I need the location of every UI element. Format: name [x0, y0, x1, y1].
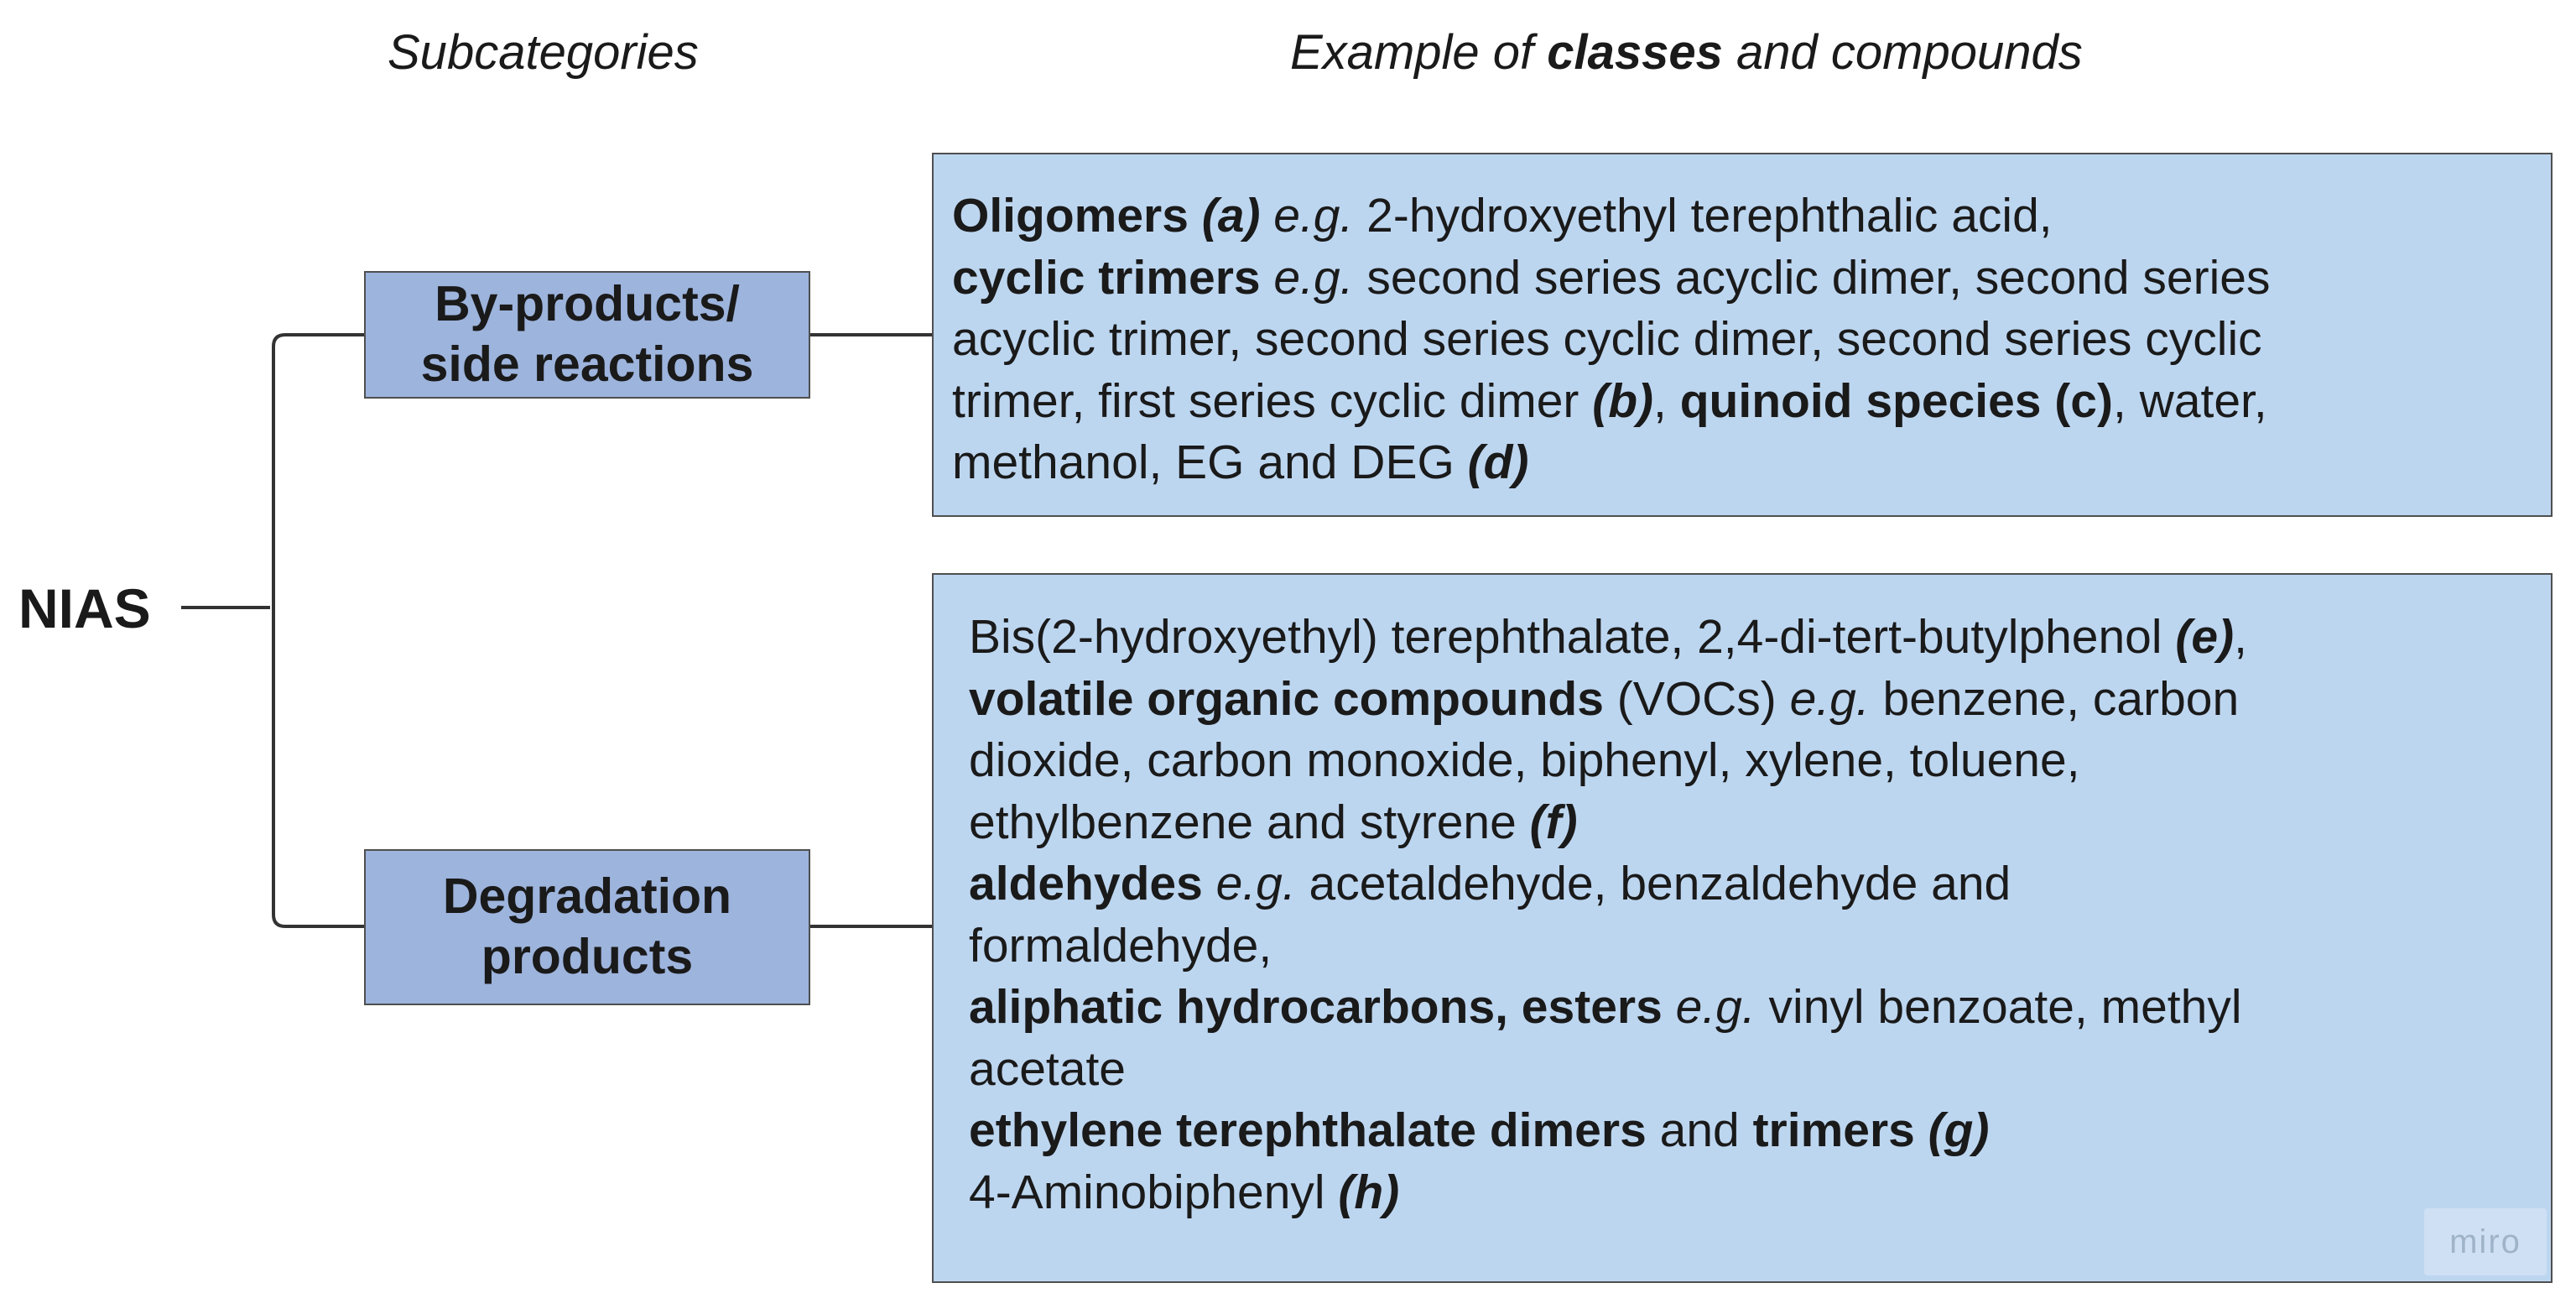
- subcategories-header: Subcategories: [388, 25, 699, 80]
- text-regular: methanol, EG and DEG: [952, 435, 1468, 489]
- example-line: [969, 792, 2551, 854]
- text-regular: 4-Aminobiphenyl: [969, 1165, 1339, 1219]
- subcategory-label-line: By-products/: [435, 276, 740, 332]
- text-bold: Oligomers: [952, 189, 1189, 243]
- example-line: [969, 1100, 2551, 1162]
- miro-watermark: miro: [2424, 1208, 2547, 1275]
- text-bold: trimers: [1752, 1103, 1915, 1157]
- text-bold: quinoid species (c): [1679, 373, 2113, 428]
- text-bold: cyclic trimers: [952, 250, 1261, 305]
- subcategory-label-line: side reactions: [420, 336, 754, 392]
- text-bold-italic: (a): [1188, 189, 1261, 243]
- subcategory-by-products: [364, 271, 810, 399]
- text-italic: e.g.: [1789, 671, 1870, 726]
- text-regular: benzene, carbon: [1869, 671, 2240, 726]
- root-node-nias: NIAS: [18, 577, 151, 639]
- text-italic: e.g.: [1662, 980, 1756, 1034]
- text-regular: vinyl benzoate, methyl: [1755, 980, 2242, 1034]
- examples-box-degradation-products: [932, 573, 2553, 1283]
- text-bold-italic: (b): [1592, 373, 1654, 428]
- example-line: [969, 1162, 2551, 1224]
- text-bold: aliphatic hydrocarbons, esters: [969, 980, 1663, 1034]
- text-bold-italic: (f): [1529, 795, 1578, 849]
- example-line: [952, 371, 2551, 433]
- text-regular: Bis(2-hydroxyethyl) terephthalate, 2,4-di-tert-butylphenol: [969, 610, 2176, 664]
- text-regular: (VOCs): [1603, 671, 1790, 726]
- example-line: formaldehyde,: [969, 918, 1272, 973]
- text-italic: e.g.: [1202, 857, 1296, 910]
- example-line: dioxide, carbon monoxide, biphenyl, xylene, toluene,: [969, 733, 2080, 787]
- example-line: [969, 977, 2551, 1039]
- text-bold: ethylene terephthalate dimers: [969, 1103, 1647, 1157]
- examples-box-by-products: [932, 153, 2553, 517]
- subcategory-label-line: products: [481, 929, 694, 984]
- bracket-connector: [273, 335, 364, 926]
- text-bold-italic: (h): [1338, 1165, 1400, 1219]
- text-regular: second series acyclic dimer, second series: [1353, 250, 2271, 305]
- example-line: [952, 432, 2551, 494]
- examples-header-post: and compounds: [1722, 25, 2083, 80]
- example-line: [952, 248, 2551, 310]
- example-line: [969, 853, 2551, 915]
- example-line: [952, 185, 2551, 248]
- text-regular: and: [1646, 1103, 1753, 1157]
- example-line: acetate: [969, 1041, 1126, 1096]
- text-regular: acetaldehyde, benzaldehyde and: [1295, 857, 2011, 910]
- text-bold-italic: (g): [1914, 1103, 1990, 1157]
- text-italic: e.g.: [1260, 189, 1354, 243]
- text-italic: e.g.: [1260, 250, 1354, 305]
- text-regular: ethylbenzene and styrene: [969, 795, 1530, 849]
- text-bold-italic: (e): [2175, 610, 2235, 664]
- text-bold: volatile organic compounds: [969, 671, 1604, 726]
- text-regular: 2-hydroxyethyl terephthalic acid,: [1353, 189, 2053, 243]
- text-regular: ,: [2234, 610, 2247, 664]
- text-bold: aldehydes: [969, 857, 1203, 910]
- example-line: [969, 669, 2551, 731]
- subcategory-degradation-products: [364, 849, 810, 1005]
- example-line: [969, 607, 2551, 669]
- text-regular: , water,: [2112, 373, 2267, 428]
- examples-header-pre: Example of: [1290, 25, 1548, 80]
- subcategory-label-line: Degradation: [442, 868, 732, 925]
- examples-header-bold: classes: [1547, 25, 1723, 80]
- example-line: acyclic trimer, second series cyclic dimer, second series cyclic: [952, 312, 2262, 366]
- text-regular: ,: [1653, 373, 1680, 428]
- text-regular: trimer, first series cyclic dimer: [952, 373, 1593, 428]
- text-bold-italic: (d): [1467, 435, 1529, 489]
